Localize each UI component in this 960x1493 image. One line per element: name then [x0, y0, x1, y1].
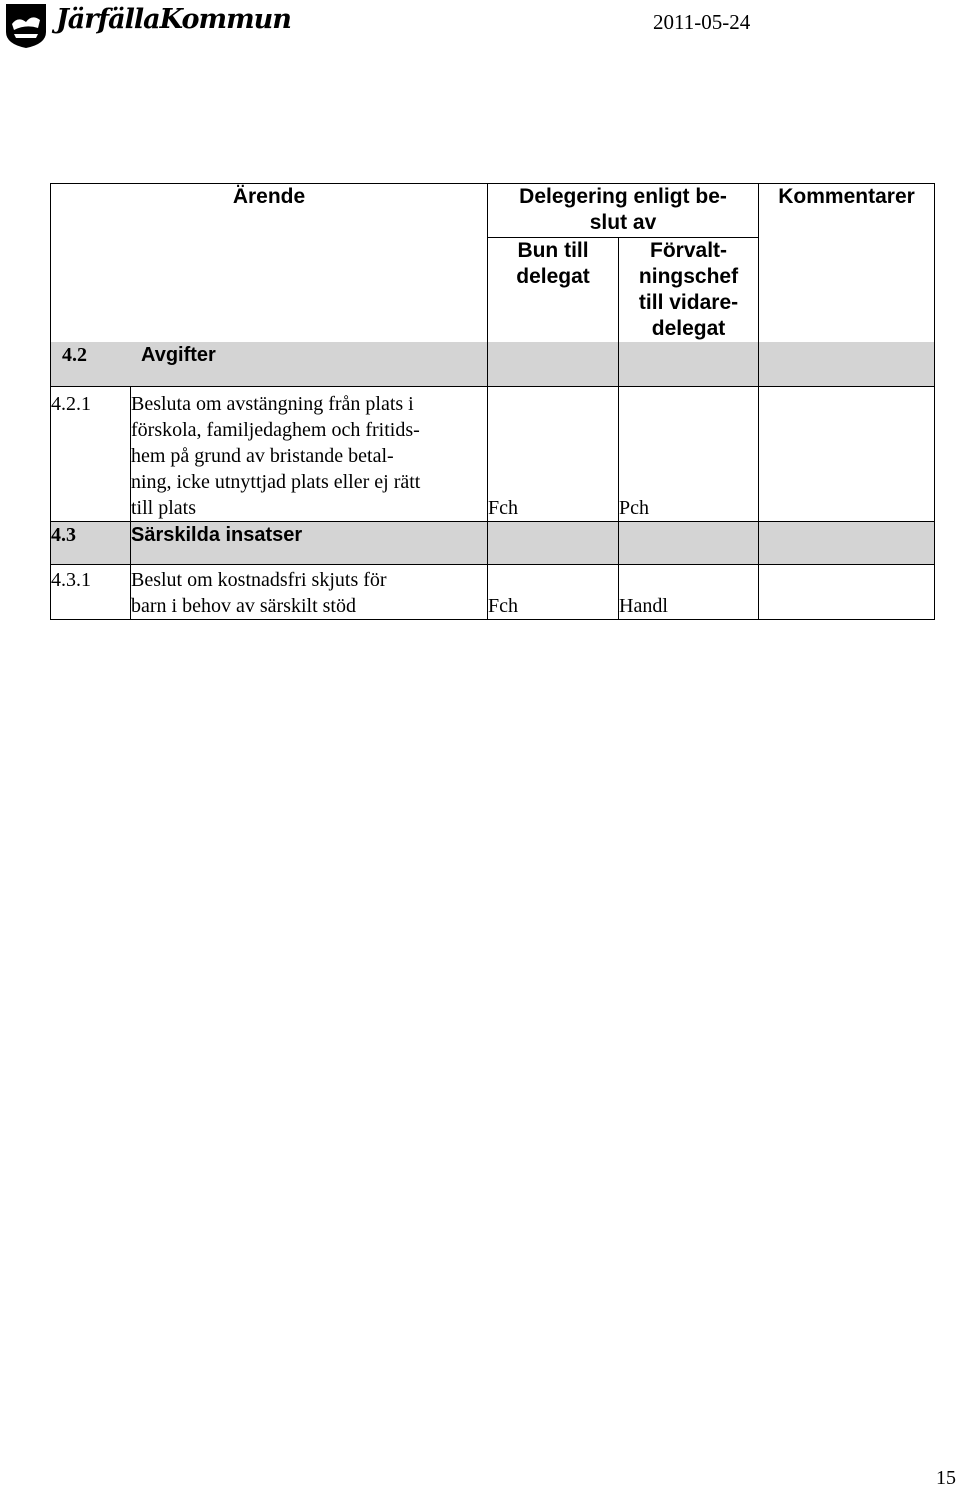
row-4-2-1-number-text: 4.2.1: [51, 392, 91, 415]
row-4-3-1-bun-value: Fch: [488, 594, 519, 617]
section-4-3-number-text: 4.3: [51, 523, 76, 546]
section-4-3-title: [131, 521, 488, 564]
header-forv-line3: till vidare-: [638, 291, 739, 314]
header-arende-label: Ärende: [232, 185, 306, 208]
row-4-3-1-line: barn i behov av särskilt stöd: [131, 594, 356, 617]
section-4-2-title: Avgifter: [141, 344, 216, 366]
section-4-2-cell: [51, 342, 488, 386]
logo-wordmark: JärfällaKommun: [56, 4, 291, 35]
row-4-2-1-bun: [488, 386, 619, 521]
row-4-3-1-line: Beslut om kostnadsfri skjuts för: [131, 568, 387, 591]
section-4-2-number: 4.2: [62, 344, 87, 366]
header-forvaltningschef: [619, 238, 759, 343]
section-4-2-bun: [488, 342, 619, 386]
row-4-2-1-bun-value: Fch: [488, 496, 519, 519]
row-4-3-1-forv: [619, 564, 759, 619]
row-4-2-1-forv: [619, 386, 759, 521]
header-bun-line2: delegat: [516, 265, 590, 288]
row-4-2-1-forv-value: Pch: [619, 496, 650, 519]
row-4-3-1-number-text: 4.3.1: [51, 568, 91, 591]
row-4-3-1-description: [131, 564, 488, 619]
header-bun-till-delegat: [488, 238, 619, 343]
section-4-3-title-text: Särskilda insatser: [131, 523, 303, 546]
header-forv-line4: delegat: [651, 317, 726, 340]
row-4-3-1-bun: [488, 564, 619, 619]
row-4-2-1-line: till plats: [131, 496, 196, 519]
header-forv-line2: ningschef: [638, 265, 739, 288]
row-4-2-1-description: [131, 386, 488, 521]
page-number: 15: [936, 1467, 956, 1489]
row-4-3-1-number: [51, 564, 131, 619]
section-row-4-2: [51, 342, 935, 386]
header-delegering: [488, 184, 759, 238]
section-4-2-forv: [619, 342, 759, 386]
table-row-4-3-1: [51, 564, 935, 619]
row-4-2-1-line: Besluta om avstängning från plats i: [131, 392, 414, 415]
table-row-4-2-1: [51, 386, 935, 521]
header-kommentarer-label: Kommentarer: [778, 185, 915, 208]
row-4-2-1-number: [51, 386, 131, 521]
document-date: 2011-05-24: [653, 10, 751, 34]
delegation-table: [50, 183, 935, 620]
row-4-2-1-line: hem på grund av bristande betal-: [131, 444, 394, 467]
header-delegering-line2: slut av: [589, 211, 657, 234]
page-header: [0, 0, 960, 60]
section-4-3-number: [51, 521, 131, 564]
section-4-2-kommentar: [759, 342, 935, 386]
row-4-2-1-line: ning, icke utnyttjad plats eller ej rätt: [131, 470, 421, 493]
header-arende: [51, 184, 488, 343]
row-4-3-1-forv-value: Handl: [619, 594, 668, 617]
section-4-3-kommentar: [759, 521, 935, 564]
row-4-2-1-kommentar: [759, 386, 935, 521]
header-kommentarer: [759, 184, 935, 343]
section-4-3-bun: [488, 521, 619, 564]
header-forv-line1: Förvalt-: [650, 239, 728, 262]
row-4-3-1-kommentar: [759, 564, 935, 619]
section-row-4-3: [51, 521, 935, 564]
header-bun-line1: Bun till: [517, 239, 589, 262]
header-delegering-line1: Delegering enligt be-: [519, 185, 727, 208]
row-4-2-1-line: förskola, familjedaghem och fritids-: [131, 418, 420, 441]
section-4-3-forv: [619, 521, 759, 564]
municipal-crest-icon: [4, 2, 48, 50]
